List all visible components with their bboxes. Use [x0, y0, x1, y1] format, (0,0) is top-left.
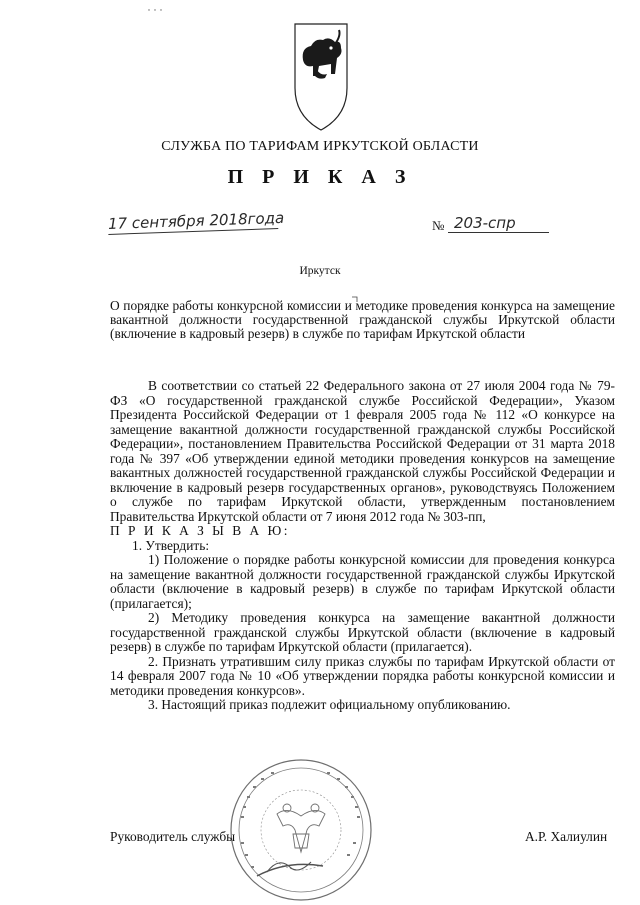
preamble-paragraph: В соответствии со статьей 22 Федерального закона от 27 июля 2004 года № 79-ФЗ «О государственной гражданской службе Российской Федерации», Указом Президента Российской Федерации от 1 февраля 2005 года № 112 «О конкурсе на замещение вакантной должности государственной гражданской службы Российской Федерации», постановлением Правительства Российской Федерации от 31 марта 2018 года № 397 «Об утверждении единой методики проведения конкурсов на замещение вакантных должностей государственной гражданской службы Российской Федерации и включение в кадровый резерв государственных органов», руководствуясь Положением о службе по тарифам Иркутской области, утвержденным постановлением Правительства Иркутской области от 7 июня 2012 года № 303-пп,	[110, 378, 615, 524]
agency-name: СЛУЖБА ПО ТАРИФАМ ИРКУТСКОЙ ОБЛАСТИ	[161, 139, 479, 154]
order-subject: О порядке работы конкурсной комиссии и методике проведения конкурса на замещение вакантной должности государственной гражданской службы Иркутской области (включение в кадровый резерв) в службе по тарифам Иркутской области	[110, 298, 615, 341]
item-1-1: 1) Положение о порядке работы конкурсной комиссии для проведения конкурса на замещение вакантной должности государственной гражданской службы Иркутской области (включение в кадровый резерв) в службе по тарифам Иркутской области (прилагается);	[110, 552, 615, 611]
order-date: 17 сентября 2018года	[107, 208, 285, 233]
item-2: 2. Признать утратившим силу приказ службы по тарифам Иркутской области от 14 февраля 2007 года № 10 «Об утверждении порядка работы конкурсной комиссии и методики проведения конкурсов».	[110, 653, 615, 698]
official-seal-icon	[227, 756, 375, 904]
order-word: П Р И К А З Ы В А Ю:	[110, 523, 290, 538]
signatory-name: А.Р. Халиулин	[525, 829, 608, 844]
signatory-position: Руководитель службы	[110, 829, 236, 844]
item-1-2: 2) Методику проведения конкурса на замещение вакантной должности государственной гражданской службы Иркутской области (включение в кадровый резерв) в службе по тарифам Иркутской области (прилагается).	[110, 610, 615, 654]
city-name: Иркутск	[299, 265, 341, 277]
order-number-label: №	[432, 218, 445, 233]
coat-of-arms-icon	[291, 18, 351, 134]
scan-artifact-dots	[148, 8, 162, 12]
item-1: 1. Утвердить:	[132, 537, 210, 553]
order-number: 203-спр	[448, 214, 549, 233]
order-body	[110, 379, 615, 713]
item-3: 3. Настоящий приказ подлежит официальному опубликованию.	[148, 697, 511, 712]
document-type-title: П Р И К А З	[227, 166, 413, 188]
